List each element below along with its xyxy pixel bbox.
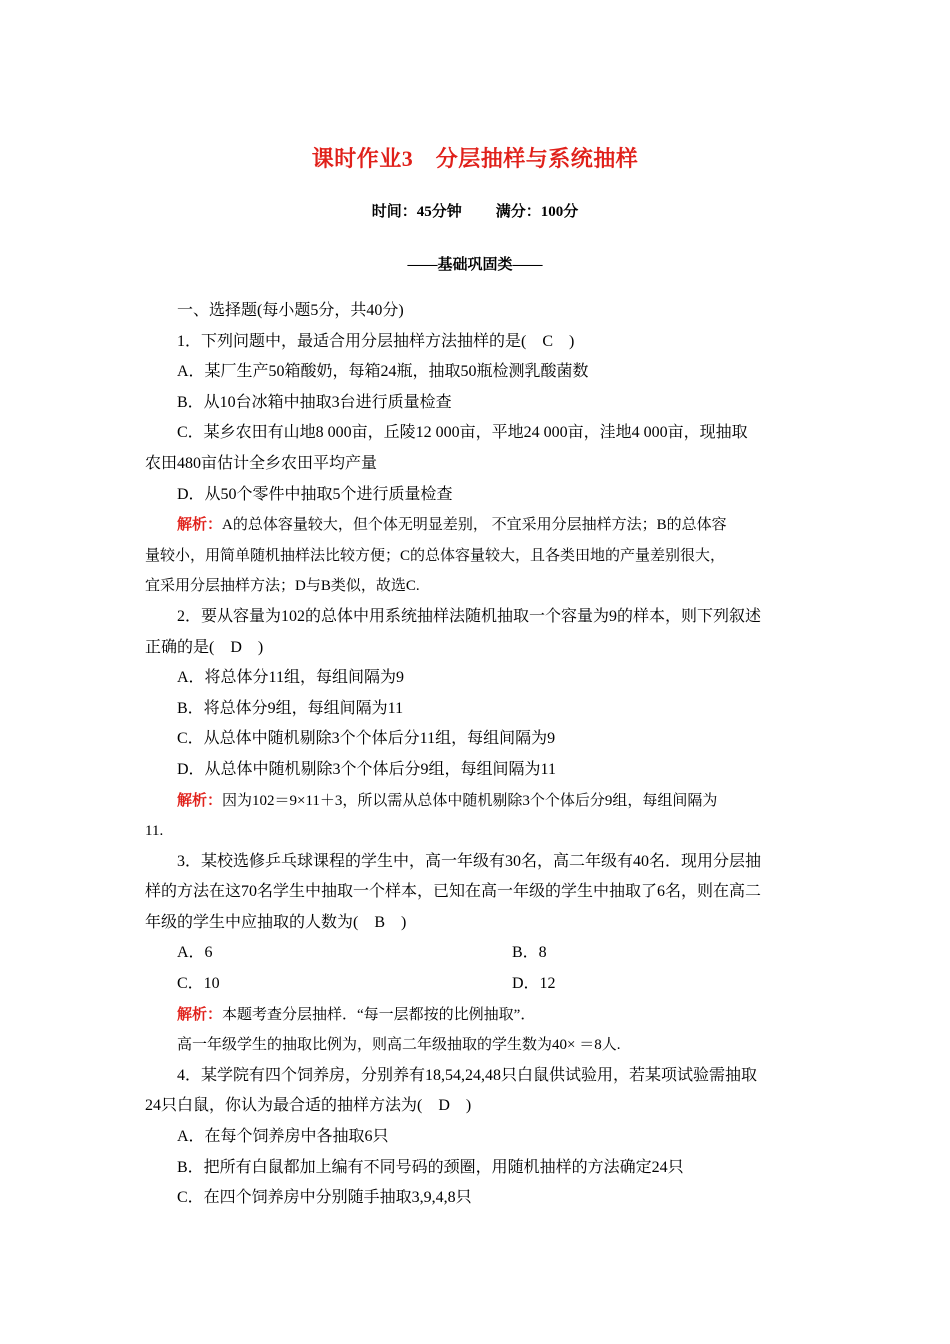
section-heading: ——基础巩固类—— xyxy=(407,257,543,273)
q3-options-row xyxy=(145,938,807,969)
analysis-label: 解析： xyxy=(177,1006,223,1023)
q2-option-c: C．从总体中随机剔除3个个体后分11组，每组间隔为9 xyxy=(177,730,556,748)
q4-option-a: A．在每个饲养房中各抽取6只 xyxy=(177,1128,389,1146)
q4-option-b: B．把所有白鼠都加上编有不同号码的颈圈，用随机抽样的方法确定24只 xyxy=(177,1158,684,1176)
q3-option-d: D．12 xyxy=(512,975,556,993)
q2-stem: 2．要从容量为102的总体中用系统抽样法随机抽取一个容量为9的样本，则下列叙述 xyxy=(177,607,762,625)
q2-stem-cont: 正确的是( D ) xyxy=(145,638,264,656)
q1-option-c-cont: 农田480亩估计全乡农田平均产量 xyxy=(145,454,378,472)
q1-option-b: B．从10台冰箱中抽取3台进行质量检查 xyxy=(177,393,452,411)
full-score: 满分：100分 xyxy=(495,204,579,220)
q4-stem: 4．某学院有四个饲养房，分别养有18,54,24,48只白鼠供试验用，若某项试验需抽取 xyxy=(177,1066,758,1084)
q1-option-d: D．从50个零件中抽取5个进行质量检查 xyxy=(177,485,453,503)
q2-analysis-cont: 11. xyxy=(145,823,164,840)
q3-option-c: C．10 xyxy=(177,975,220,993)
q3-analysis-cont: 高一年级学生的抽取比例为，则高二年级抽取的学生数为40× ＝8人. xyxy=(177,1037,621,1054)
part-heading: 一、选择题(每小题5分，共40分) xyxy=(177,302,404,319)
q3-stem-cont: 样的方法在这70名学生中抽取一个样本，已知在高一年级的学生中抽取了6名，则在高二 xyxy=(145,883,762,901)
exam-meta xyxy=(0,200,950,221)
q3-option-a: A．6 xyxy=(177,944,213,962)
q3-analysis: 解析：本题考查分层抽样．“每一层都按的比例抽取”． xyxy=(177,1006,536,1023)
q2-analysis: 解析：因为102＝9×11＋3，所以需从总体中随机剔除3个个体后分9组，每组间隔为 xyxy=(177,792,718,809)
analysis-label: 解析： xyxy=(177,517,223,534)
q3-options-row xyxy=(145,969,807,1000)
q2-option-a: A．将总体分11组，每组间隔为9 xyxy=(177,669,404,687)
page-title: 课时作业3 分层抽样与系统抽样 xyxy=(311,146,639,171)
q3-stem: 3．某校选修乒乓球课程的学生中，高一年级有30名，高二年级有40名．现用分层抽 xyxy=(177,852,762,870)
analysis-label: 解析： xyxy=(177,792,223,809)
q2-option-d: D．从总体中随机剔除3个个体后分9组，每组间隔为11 xyxy=(177,760,556,778)
q4-option-c: C．在四个饲养房中分别随手抽取3,9,4,8只 xyxy=(177,1189,472,1207)
q1-analysis: 解析：A的总体容量较大，但个体无明显差别， 不宜采用分层抽样方法；B的总体容 xyxy=(177,517,727,534)
time-limit: 时间：45分钟 xyxy=(371,204,462,220)
q3-stem-cont: 年级的学生中应抽取的人数为( B ) xyxy=(145,913,407,931)
q4-stem-cont: 24只白鼠，你认为最合适的抽样方法为( D ) xyxy=(145,1097,472,1115)
q1-analysis-cont: 量较小，用简单随机抽样法比较方便；C的总体容量较大，且各类田地的产量差别很大， xyxy=(145,547,726,564)
q3-option-b: B．8 xyxy=(512,944,547,962)
q1-option-a: A．某厂生产50箱酸奶，每箱24瓶，抽取50瓶检测乳酸菌数 xyxy=(177,363,589,381)
q1-stem: 1．下列问题中，最适合用分层抽样方法抽样的是( C ) xyxy=(177,332,575,350)
q1-analysis-cont: 宜采用分层抽样方法；D与B类似，故选C. xyxy=(145,578,420,595)
q2-option-b: B．将总体分9组，每组间隔为11 xyxy=(177,699,404,717)
question-content xyxy=(145,296,807,1214)
q1-option-c: C．某乡农田有山地8 000亩，丘陵12 000亩，平地24 000亩，洼地4 000亩，现抽取 xyxy=(177,424,748,442)
